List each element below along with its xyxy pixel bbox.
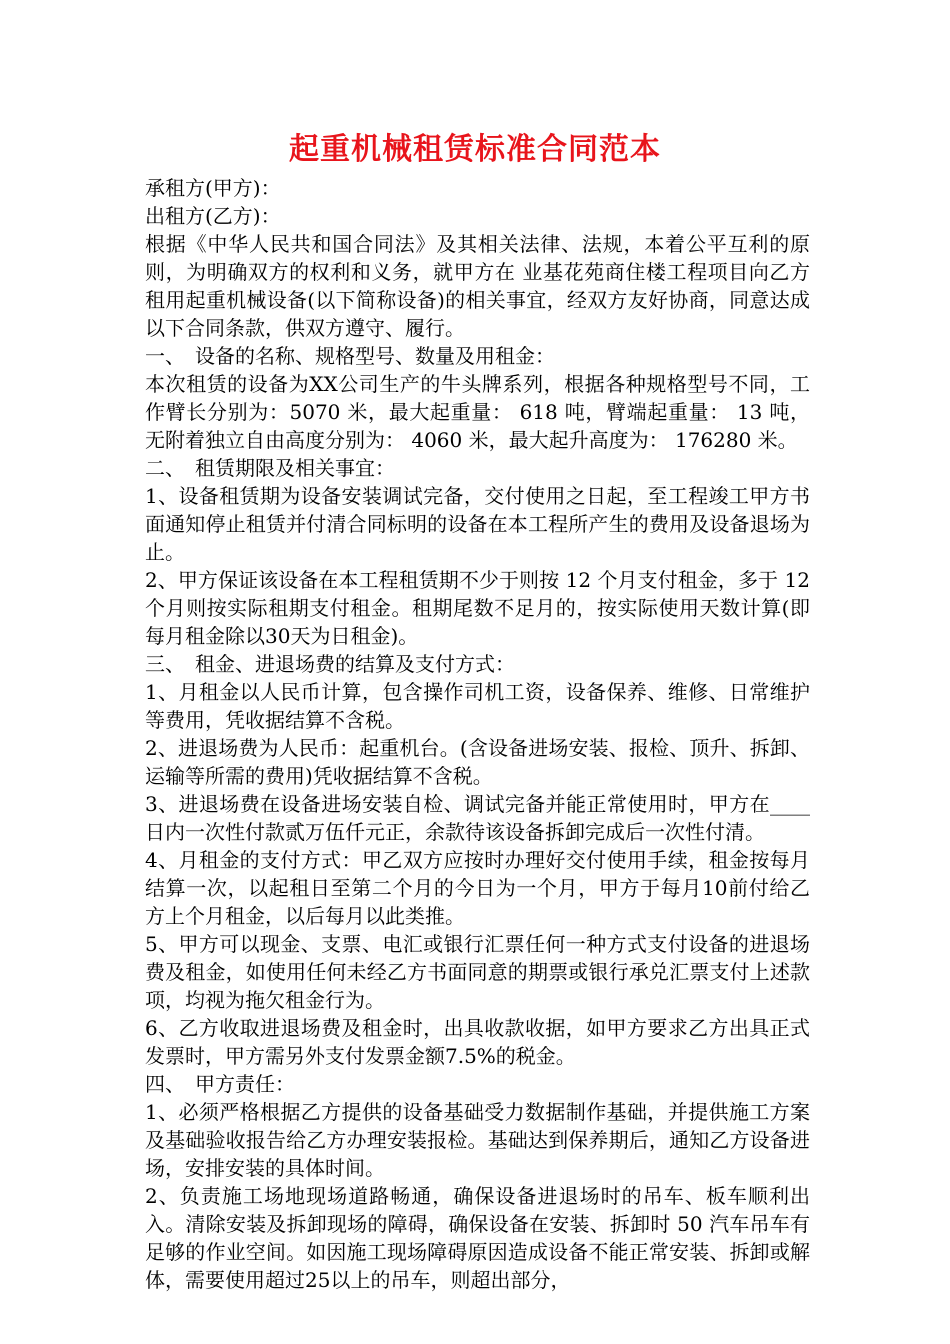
section-2-clause-1: 1、设备租赁期为设备安装调试完备，交付使用之日起，至工程竣工甲方书面通知停止租赁并付清合同标明的设备在本工程所产生的费用及设备退场为止。 bbox=[145, 484, 810, 564]
section-3-clause-5: 5、甲方可以现金、支票、电汇或银行汇票任何一种方式支付设备的进退场费及租金，如使用任何未经乙方书面同意的期票或银行承兑汇票支付上述款项，均视为拖欠租金行为。 bbox=[145, 932, 810, 1012]
section-4-clause-2: 2、负责施工场地现场道路畅通，确保设备进退场时的吊车、板车顺利出入。清除安装及拆卸现场的障碍，确保设备在安装、拆卸时 50 汽车吊车有足够的作业空间。如因施工现场障碍原因造成设备不能正常安装、拆卸或解体，需要使用超过25以上的吊车，则超出部分， bbox=[145, 1184, 810, 1292]
party-b-line: 出租方(乙方)： bbox=[145, 204, 281, 228]
section-heading-3: 三、 租金、进退场费的结算及支付方式： bbox=[145, 652, 515, 676]
section-4-clause-1: 1、必须严格根据乙方提供的设备基础受力数据制作基础，并提供施工方案及基础验收报告给乙方办理安装报检。基础达到保养期后，通知乙方设备进场，安排安装的具体时间。 bbox=[145, 1100, 810, 1180]
section-heading-1: 一、 设备的名称、规格型号、数量及用租金： bbox=[145, 344, 555, 368]
section-3-clause-3: 3、进退场费在设备进场安装自检、调试完备并能正常使用时，甲方在____日内一次性付款贰万伍仟元正，余款待该设备拆卸完成后一次性付清。 bbox=[145, 792, 810, 844]
section-2-clause-2: 2、甲方保证该设备在本工程租赁期不少于则按 12 个月支付租金，多于 12 个月则按实际租期支付租金。租期尾数不足月的，按实际使用天数计算(即每月租金除以30天为日租金)。 bbox=[145, 568, 810, 648]
document-title: 起重机械租赁标准合同范本 bbox=[289, 132, 661, 167]
section-heading-4: 四、 甲方责任： bbox=[145, 1072, 295, 1096]
section-1-paragraph: 本次租赁的设备为XX公司生产的牛头牌系列，根据各种规格型号不同，工作臂长分别为：5070 米，最大起重量： 618 吨，臂端起重量： 13 吨，无附着独立自由高度分别为： 4060 米，最大起升高度为： 176280 米。 bbox=[145, 372, 810, 452]
section-3-clause-6: 6、乙方收取进退场费及租金时，出具收款收据，如甲方要求乙方出具正式发票时，甲方需另外支付发票金额7.5%的税金。 bbox=[145, 1016, 810, 1068]
section-heading-2: 二、 租赁期限及相关事宜： bbox=[145, 456, 395, 480]
section-3-clause-4: 4、月租金的支付方式：甲乙双方应按时办理好交付使用手续，租金按每月结算一次，以起租日至第二个月的今日为一个月，甲方于每月10前付给乙方上个月租金，以后每月以此类推。 bbox=[145, 848, 810, 928]
document-body bbox=[145, 174, 810, 1294]
section-3-clause-1: 1、月租金以人民币计算，包含操作司机工资，设备保养、维修、日常维护等费用，凭收据结算不含税。 bbox=[145, 680, 810, 732]
section-3-clause-2: 2、进退场费为人民币：起重机台。(含设备进场安装、报检、顶升、拆卸、运输等所需的费用)凭收据结算不含税。 bbox=[145, 736, 810, 788]
party-a-line: 承租方(甲方)： bbox=[145, 176, 281, 200]
preamble-paragraph: 根据《中华人民共和国合同法》及其相关法律、法规，本着公平互利的原则，为明确双方的权利和义务，就甲方在 业基花苑商住楼工程项目向乙方租用起重机械设备(以下简称设备)的相关事宜，经双方友好协商，同意达成以下合同条款，供双方遵守、履行。 bbox=[145, 232, 810, 340]
